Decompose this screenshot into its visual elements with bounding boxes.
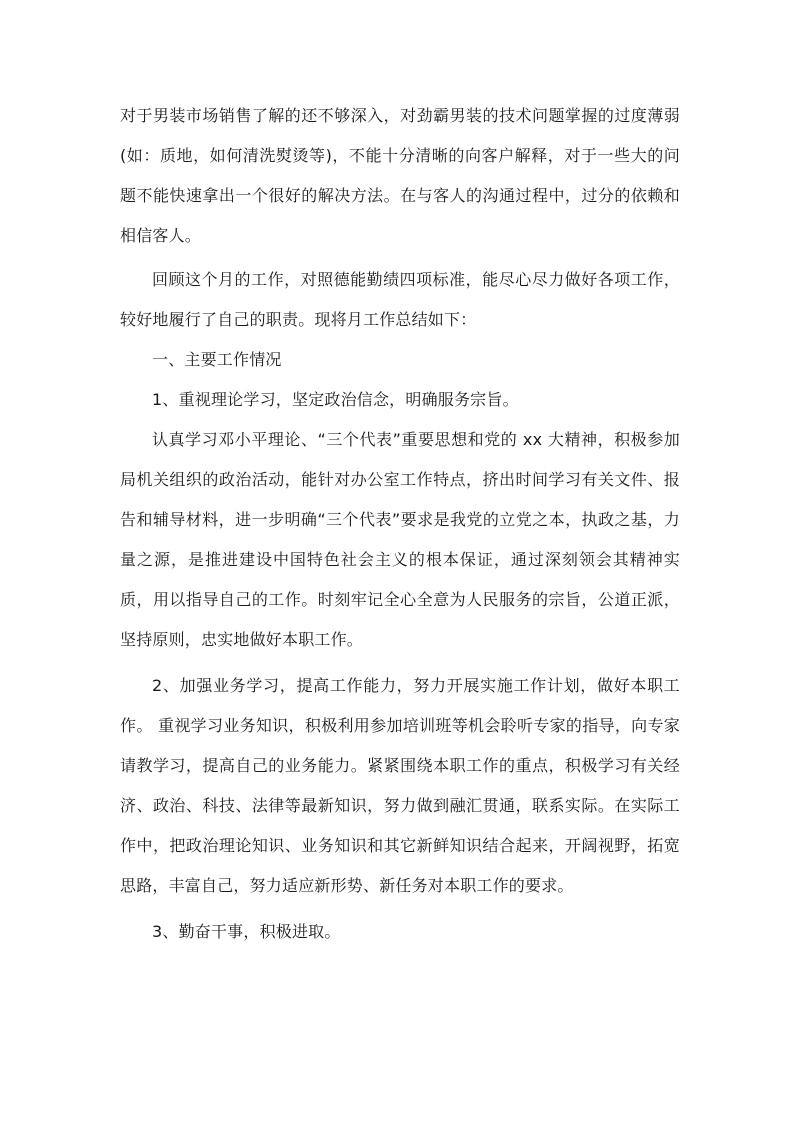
document-body <box>120 96 680 952</box>
paragraph-monthly-review: 回顾这个月的工作，对照德能勤绩四项标准，能尽心尽力做好各项工作，较好地履行了自己的职责。现将月工作总结如下： <box>120 270 680 329</box>
subheading-theory-study: 1、重视理论学习，坚定政治信念，明确服务宗旨。 <box>152 390 519 409</box>
subheading-diligence: 3、勤奋干事，积极进取。 <box>152 922 341 941</box>
paragraph-business-study: 2、加强业务学习，提高工作能力，努力开展实施工作计划，做好本职工作。 重视学习业务知识，积极利用参加培训班等机会聆听专家的指导，向专家请教学习，提高自己的业务能力。紧紧围绕本职工作的重点，积极学习有关经济、政治、科技、法律等最新知识，努力做到融汇贯通，联系实际。在实际工作中，把政治理论知识、业务知识和其它新鲜知识结合起来，开阔视野，拓宽思路，丰富自己，努力适应新形势、新任务对本职工作的要求。 <box>120 676 680 895</box>
paragraph-theory-study: 认真学习邓小平理论、“三个代表”重要思想和党的 xx 大精神，积极参加局机关组织的政治活动，能针对办公室工作特点，挤出时间学习有关文件、报告和辅导材料，进一步明确“三个代表”要求是我党的立党之本，执政之基，力量之源，是推进建设中国特色社会主义的根本保证，通过深刻领会其精神实质，用以指导自己的工作。时刻牢记全心全意为人民服务的宗旨，公道正派，坚持原则，忠实地做好本职工作。 <box>120 430 680 649</box>
section-heading-main-work: 一、主要工作情况 <box>152 350 282 369</box>
paragraph-market-weakness: 对于男装市场销售了解的还不够深入，对劲霸男装的技术问题掌握的过度薄弱(如：质地，如何清洗熨烫等)，不能十分清晰的向客户解释，对于一些大的问题不能快速拿出一个很好的解决方法。在与客人的沟通过程中，过分的依赖和相信客人。 <box>120 106 680 245</box>
